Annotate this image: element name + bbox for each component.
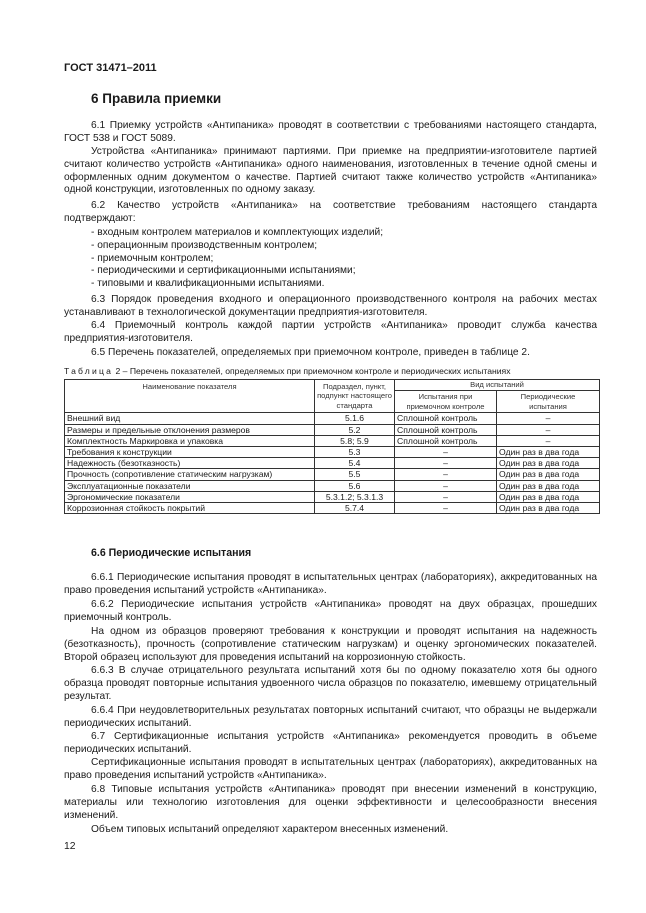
paragraph-6-5: 6.5 Перечень показателей, определяемых при приемочном контроле, приведен в таблице 2. bbox=[91, 347, 530, 358]
cell-ref: 5.8; 5.9 bbox=[315, 435, 395, 446]
table-row bbox=[65, 446, 600, 457]
cell-ref: 5.3 bbox=[315, 446, 395, 457]
cell-period: – bbox=[497, 424, 600, 435]
header-indicator-name: Наименование показателя bbox=[65, 380, 315, 413]
cell-name: Прочность (сопротивление статическим нагрузкам) bbox=[65, 469, 315, 480]
cell-name: Комплектность Маркировка и упаковка bbox=[65, 435, 315, 446]
cell-ref: 5.7.4 bbox=[315, 503, 395, 514]
cell-ref: 5.3.1.2; 5.3.1.3 bbox=[315, 491, 395, 502]
cell-name: Эргономические показатели bbox=[65, 491, 315, 502]
paragraph-6-7-labs: Сертификационные испытания проводят в испытательных центрах (лабораториях), аккредитованных на право проведения испытаний устройств «Антипаника». bbox=[64, 757, 597, 781]
paragraph-6-7: 6.7 Сертификационные испытания устройств «Антипаника» рекомендуется проводить в объеме периодических испытаний. bbox=[64, 731, 597, 755]
list-item: - входным контролем материалов и комплектующих изделий; bbox=[91, 227, 384, 238]
cell-accept: – bbox=[395, 480, 497, 491]
cell-accept: – bbox=[395, 503, 497, 514]
cell-period: Один раз в два года bbox=[497, 458, 600, 469]
quality-control-list bbox=[64, 227, 597, 291]
cell-period: Один раз в два года bbox=[497, 469, 600, 480]
cell-period: – bbox=[497, 435, 600, 446]
table-row bbox=[65, 413, 600, 424]
table-row bbox=[65, 424, 600, 435]
cell-name: Надежность (безотказность) bbox=[65, 458, 315, 469]
subsection-title: 6.6 Периодические испытания bbox=[91, 547, 252, 559]
list-item: - приемочным контролем; bbox=[91, 252, 214, 264]
cell-ref: 5.4 bbox=[315, 458, 395, 469]
table-row bbox=[65, 435, 600, 446]
paragraph-6-1: 6.1 Приемку устройств «Антипаника» проводят в соответствии с требованиями настоящего стандарта, ГОСТ 538 и ГОСТ 5089. bbox=[64, 120, 597, 144]
paragraph-6-2: 6.2 Качество устройств «Антипаника» на соответствие требованиям настоящего стандарта подтверждают: bbox=[64, 200, 597, 224]
cell-accept: Сплошной контроль bbox=[395, 435, 497, 446]
cell-name: Эксплуатационные показатели bbox=[65, 480, 315, 491]
cell-ref: 5.6 bbox=[315, 480, 395, 491]
table-caption bbox=[64, 366, 511, 376]
cell-name: Размеры и предельные отклонения размеров bbox=[65, 424, 315, 435]
paragraph-6-6-2: 6.6.2 Периодические испытания устройств «Антипаника» проводят на двух образцах, прошедших приемочный контроль. bbox=[64, 599, 597, 623]
header-acceptance-tests: Испытания при приемочном контроле bbox=[395, 391, 497, 413]
cell-period: Один раз в два года bbox=[497, 503, 600, 514]
acceptance-tests-table bbox=[64, 379, 600, 514]
cell-accept: – bbox=[395, 491, 497, 502]
table-row bbox=[65, 503, 600, 514]
paragraph-6-4: 6.4 Приемочный контроль каждой партии устройств «Антипаника» проводит служба качества предприятия-изготовителя. bbox=[64, 320, 597, 344]
cell-accept: Сплошной контроль bbox=[395, 413, 497, 424]
table-row bbox=[65, 480, 600, 491]
page-number: 12 bbox=[64, 841, 76, 852]
cell-name: Требования к конструкции bbox=[65, 446, 315, 457]
table-caption-word: Таблица bbox=[64, 366, 114, 376]
paragraph-6-8: 6.8 Типовые испытания устройств «Антипаника» проводят при внесении изменений в конструкцию, материалы или технологию изготовления для оценки эффективности и целесообразности внесения изменений. bbox=[64, 784, 597, 821]
cell-ref: 5.5 bbox=[315, 469, 395, 480]
cell-accept: – bbox=[395, 446, 497, 457]
cell-period: Один раз в два года bbox=[497, 491, 600, 502]
cell-name: Внешний вид bbox=[65, 413, 315, 424]
list-item: - периодическими и сертификационными испытаниями; bbox=[91, 265, 356, 277]
paragraph-6-6-4: 6.6.4 При неудовлетворительных результатах повторных испытаний считают, что образцы не выдержали периодических испытаний. bbox=[64, 705, 597, 729]
list-item: - операционным производственным контролем; bbox=[91, 239, 318, 251]
cell-name: Коррозионная стойкость покрытий bbox=[65, 503, 315, 514]
cell-accept: – bbox=[395, 469, 497, 480]
paragraph-6-3: 6.3 Порядок проведения входного и операционного производственного контроля на рабочих местах устанавливают в технологической документации предприятия-изготовителя. bbox=[64, 294, 597, 318]
header-section-ref: Подраздел, пункт, подпункт настоящего стандарта bbox=[315, 380, 395, 413]
table-caption-text: 2 – Перечень показателей, определяемых при приемочном контроле и периодических испытаниях bbox=[113, 366, 511, 376]
table-row bbox=[65, 469, 600, 480]
cell-ref: 5.2 bbox=[315, 424, 395, 435]
paragraph-6-1-batch: Устройства «Антипаника» принимают партиями. При приемке на предприятии-изготовителе партией считают количество устройств «Антипаника» одного наименования, изготовленных в течение одной смены и оформленных одним документом о качестве. Партией считают также количество устройств «Антипаника» одной конструкции, изготовленных по одному заказу. bbox=[64, 146, 597, 196]
header-test-kind: Вид испытаний bbox=[395, 380, 600, 391]
table-row bbox=[65, 458, 600, 469]
paragraph-6-6-2-samples: На одном из образцов проверяют требования к конструкции и проводят испытания на надежность (безотказность), прочность (сопротивление статическим нагрузкам) и оценку эргономических показателей. Второй образец используют для проведения испытаний на коррозионную стойкость. bbox=[64, 626, 597, 663]
table-row bbox=[65, 491, 600, 502]
paragraph-6-8-scope: Объем типовых испытаний определяют характером внесенных изменений. bbox=[91, 824, 449, 835]
paragraph-6-6-1: 6.6.1 Периодические испытания проводят в испытательных центрах (лабораториях), аккредитованных на право проведения испытаний устройств «Антипаника». bbox=[64, 572, 597, 596]
cell-ref: 5.1.6 bbox=[315, 413, 395, 424]
cell-period: Один раз в два года bbox=[497, 446, 600, 457]
cell-period: Один раз в два года bbox=[497, 480, 600, 491]
paragraph-6-6-3: 6.6.3 В случае отрицательного результата испытаний хотя бы по одному показателю хотя бы одного образца проводят повторные испытания удвоенного числа образцов по показателю, имевшему отрицательный результат. bbox=[64, 665, 597, 702]
section-title: 6 Правила приемки bbox=[91, 91, 222, 106]
header-periodic-tests: Периодические испытания bbox=[497, 391, 600, 413]
cell-accept: – bbox=[395, 458, 497, 469]
list-item: - типовыми и квалификационными испытаниями. bbox=[91, 278, 325, 290]
cell-period: – bbox=[497, 413, 600, 424]
document-header: ГОСТ 31471–2011 bbox=[64, 62, 157, 74]
cell-accept: Сплошной контроль bbox=[395, 424, 497, 435]
